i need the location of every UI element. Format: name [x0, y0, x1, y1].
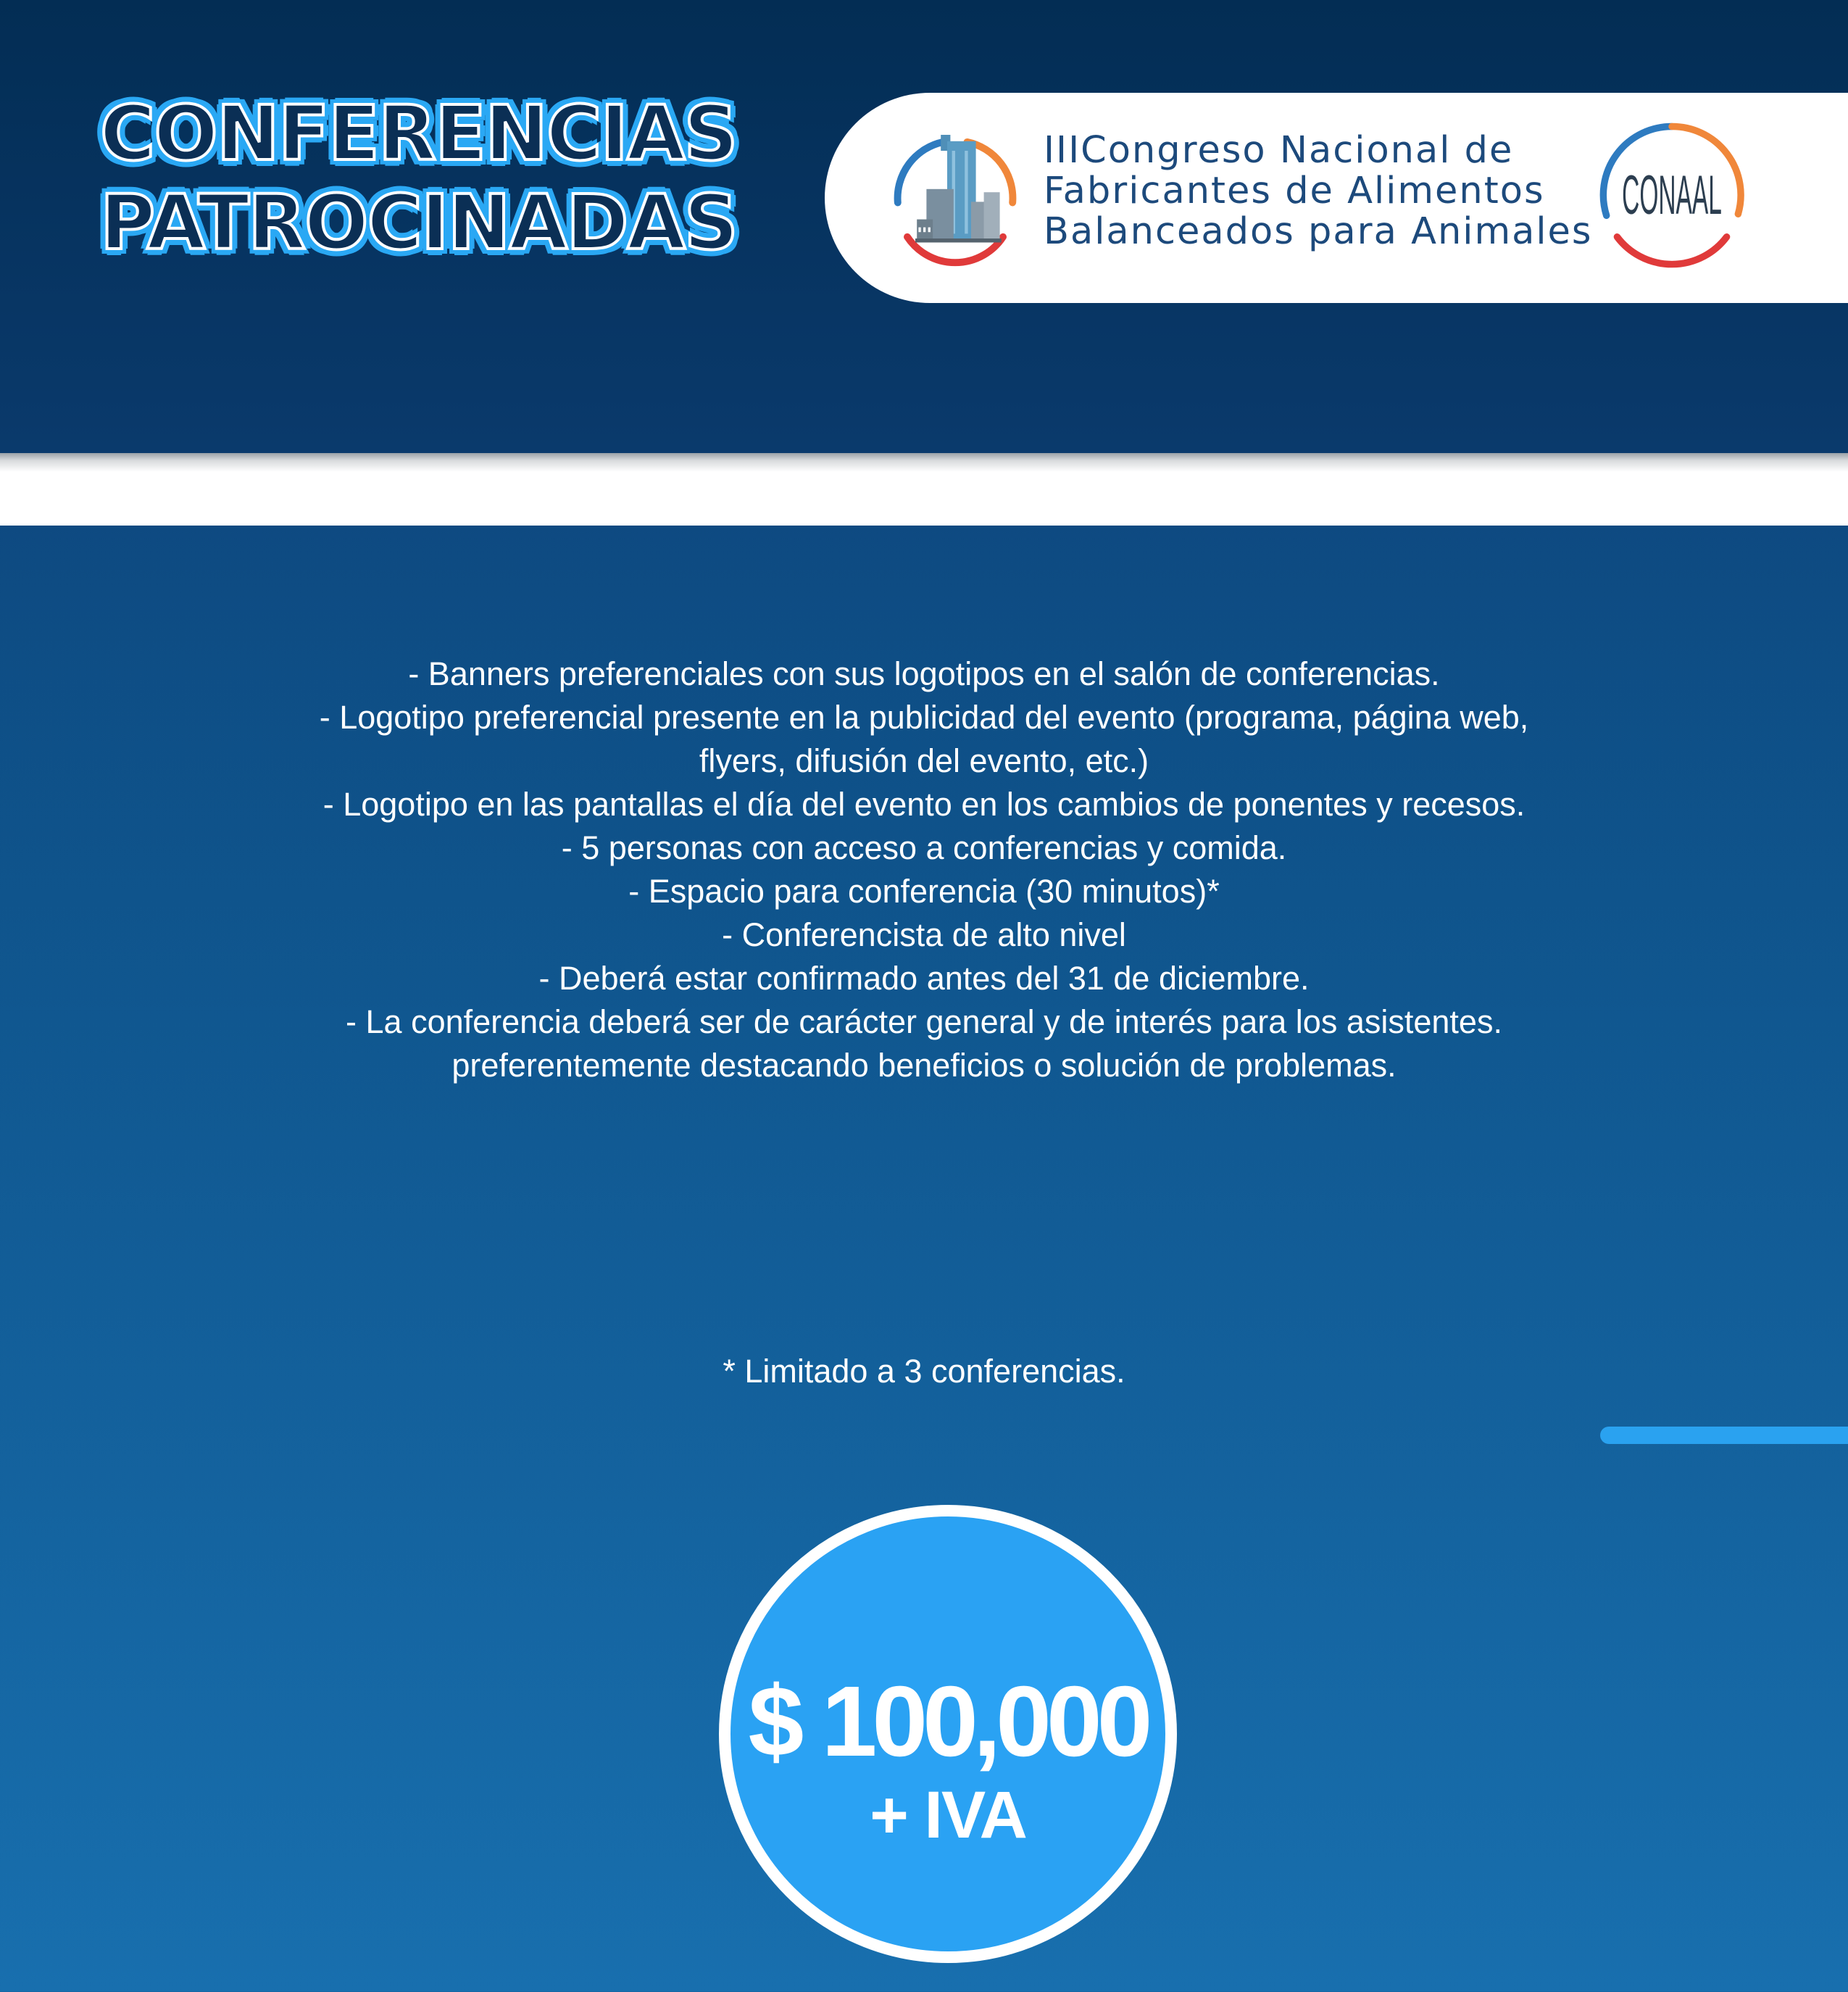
price-badge [719, 1505, 1177, 1963]
congress-line-3: Balanceados para Animales [1044, 210, 1593, 253]
congress-line-1: IIICongreso Nacional de [1044, 129, 1514, 172]
benefit-item: - Logotipo preferencial presente en la publicidad del evento (programa, página web, flyers, difusión del evento, etc.) [319, 699, 1529, 779]
benefit-item: - Conferencista de alto nivel [722, 916, 1126, 953]
industrial-building-icon [875, 119, 1035, 278]
congress-banner [825, 93, 1848, 303]
benefit-item: - Espacio para conferencia (30 minutos)* [628, 873, 1220, 910]
benefit-item: - Deberá estar confirmado antes del 31 de diciembre. [538, 960, 1310, 997]
congress-line-2: Fabricantes de Alimentos [1044, 170, 1545, 212]
conaal-logo-text: CONAAL [1622, 165, 1722, 227]
benefit-item: - Logotipo en las pantallas el día del evento en los cambios de ponentes y recesos. [322, 786, 1526, 823]
header-divider [0, 453, 1848, 526]
congress-name [1044, 130, 1593, 252]
benefit-item: - 5 personas con acceso a conferencias y comida. [561, 829, 1287, 866]
header-band [0, 0, 1848, 453]
accent-bar [1600, 1427, 1848, 1444]
price-amount: $ 100,000 [748, 1666, 1148, 1777]
benefits-list [312, 652, 1536, 1087]
footnote: * Limitado a 3 conferencias. [723, 1353, 1125, 1390]
benefit-item: - Banners preferenciales con sus logotipos en el salón de conferencias. [408, 655, 1440, 692]
title-line-1: CONFERENCIAS [100, 89, 737, 178]
title-line-2: PATROCINADAS [100, 178, 737, 267]
conaal-ring-logo [1596, 119, 1748, 271]
benefit-item: - La conferencia deberá ser de carácter general y de interés para los asistentes. preferentemente destacando beneficios o solución de problemas. [346, 1003, 1502, 1084]
price-tax-label: + IVA [870, 1778, 1026, 1852]
